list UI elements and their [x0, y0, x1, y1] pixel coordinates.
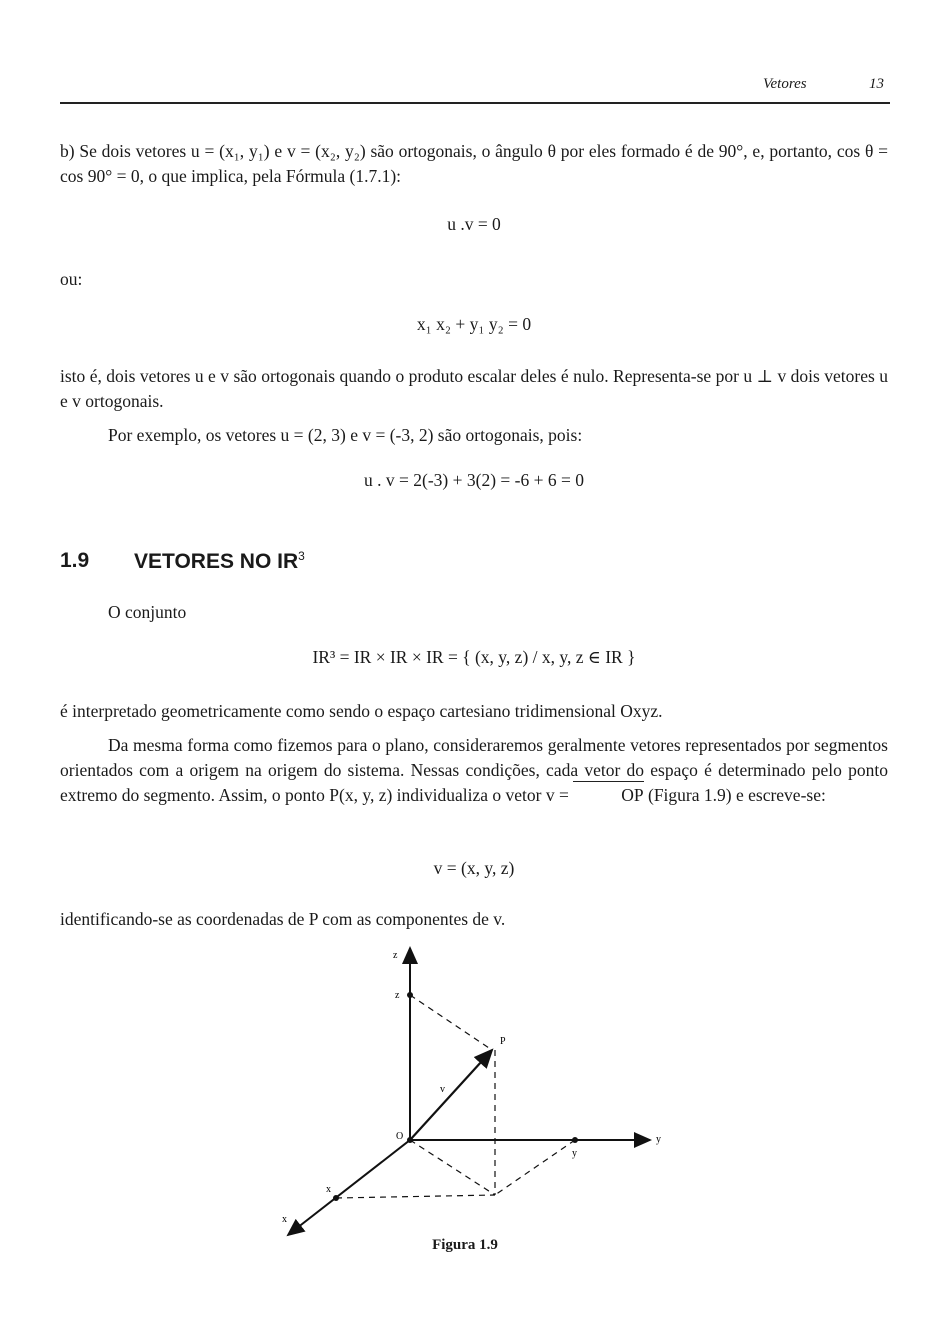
- point-y: [572, 1137, 578, 1143]
- vector-v-equals: v =: [545, 785, 574, 805]
- paragraph-da-mesma-forma-text: Da mesma forma como fizemos para o plano, consideraremos geralmente vetores representados por segmentos orientados com a origem na origem do sistema. Nessas condições, cada vetor do espaço é determinado pelo ponto extremo do segmento. Assim, o ponto P(x, y, z) individualiza o vetor: [60, 735, 888, 805]
- dashed-z-to-p: [410, 995, 492, 1050]
- paragraph-conjunto: O conjunto: [108, 602, 187, 622]
- section-title-superscript: 3: [298, 549, 305, 563]
- label-v: v: [440, 1084, 445, 1095]
- point-origin: [407, 1137, 413, 1143]
- dashed-y-to-projection: [495, 1140, 575, 1195]
- label-p: P: [500, 1036, 506, 1047]
- paragraph-identificando: identificando-se as coordenadas de P com as componentes de v.: [60, 909, 506, 929]
- dashed-o-to-projection: [410, 1140, 495, 1195]
- paragraph-item-b: b) Se dois vetores u = (x₁, y₁) e v = (x₂, y₂) são ortogonais, o ângulo θ por eles formado é de 90°, e, portanto, cos θ = cos 90° = 0, o que implica, pela Fórmula (1.7.1):: [60, 141, 888, 186]
- dashed-x-to-projection: [336, 1195, 495, 1198]
- equation-dot-product-zero: u .v = 0: [447, 214, 501, 234]
- paragraph-da-mesma-forma: [60, 733, 888, 808]
- label-y-axis: y: [656, 1134, 661, 1145]
- point-z: [407, 992, 413, 998]
- paragraph-da-mesma-forma-end: (Figura 1.9) e escreve-se:: [643, 785, 826, 805]
- label-y-point: y: [572, 1148, 577, 1159]
- figure-caption: Figura 1.9: [432, 1237, 498, 1253]
- label-x-axis: x: [282, 1214, 287, 1225]
- equation-example: u . v = 2(-3) + 3(2) = -6 + 6 = 0: [364, 470, 584, 490]
- equation-r3-definition: IR³ = IR × IR × IR = { (x, y, z) / x, y, z ∈ IR }: [312, 647, 636, 667]
- header-rule: [60, 102, 890, 104]
- label-z-axis: z: [393, 950, 398, 961]
- paragraph-orthogonal-definition: isto é, dois vetores u e v são ortogonais quando o produto escalar deles é nulo. Representa-se por u ⊥ v dois vetores u e v ortogonais.: [60, 366, 888, 411]
- equation-v-xyz: v = (x, y, z): [433, 858, 515, 878]
- running-header-title: Vetores: [763, 76, 807, 92]
- paragraph-example: Por exemplo, os vetores u = (2, 3) e v = (-3, 2) são ortogonais, pois:: [108, 425, 583, 445]
- point-x: [333, 1195, 339, 1201]
- section-title: [134, 549, 305, 574]
- label-z-point: z: [395, 990, 400, 1001]
- page-number: 13: [869, 76, 884, 92]
- label-o: O: [396, 1131, 404, 1142]
- word-ou: ou:: [60, 269, 83, 289]
- section-number: 1.9: [60, 549, 90, 572]
- vector-op: OP: [573, 783, 643, 808]
- x-axis-line: [288, 1140, 410, 1235]
- label-x-point: x: [326, 1184, 331, 1195]
- paragraph-interpretado: é interpretado geometricamente como sendo o espaço cartesiano tridimensional Oxyz.: [60, 701, 663, 721]
- vector-op-arrow: [410, 1050, 492, 1140]
- equation-components: x₁ x₂ + y₁ y₂ = 0: [416, 314, 532, 334]
- figure-1-9-diagram: [260, 940, 680, 1240]
- section-title-text: VETORES NO IR: [134, 550, 299, 573]
